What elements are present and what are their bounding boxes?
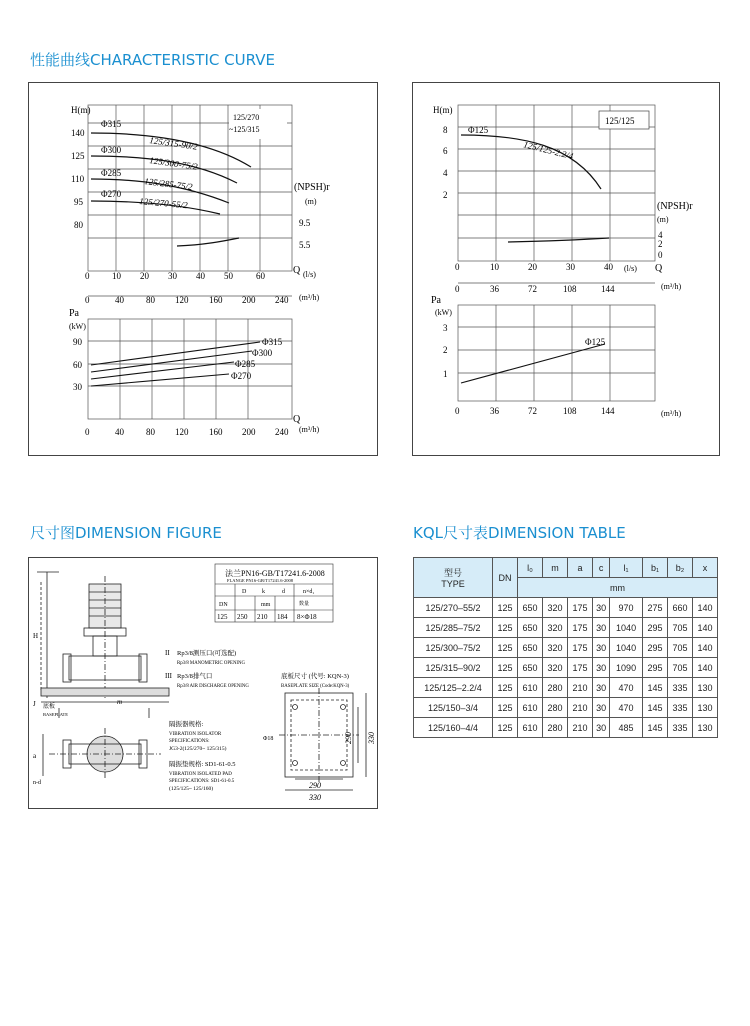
right-npsh-tick: 0: [658, 250, 663, 260]
right-npsh-tick: 4: [658, 230, 663, 240]
label-d285: Φ285: [101, 168, 122, 178]
right-p-m3h-tick: 0: [455, 406, 460, 416]
curve-label: 125/315-90/2: [148, 135, 199, 152]
left-p-label: Pa: [69, 308, 79, 319]
rp38-air: Rp3/8排气口: [177, 673, 213, 680]
right-p-tick: 3: [443, 323, 448, 333]
table-cell: 275: [642, 598, 667, 618]
table-row: [414, 638, 718, 658]
right-p-tick: 1: [443, 369, 448, 379]
table-cell: 470: [610, 698, 643, 718]
table-cell: 30: [593, 618, 610, 638]
table-cell: 210: [568, 678, 593, 698]
dim-330-side: 330: [367, 732, 376, 744]
left-h-tick: 80: [74, 220, 83, 230]
table-cell: 320: [543, 658, 568, 678]
table-cell: 175: [568, 658, 593, 678]
right-curve-svg: [413, 83, 719, 455]
left-ls-tick: 0: [85, 271, 90, 281]
right-p-m3h-tick: 108: [563, 406, 577, 416]
table-cell: 335: [667, 718, 692, 738]
left-h-tick: 95: [74, 197, 83, 207]
right-npsh-tick: 2: [658, 239, 663, 249]
left-ls-tick: 40: [196, 271, 205, 281]
flange-header-k: k: [262, 589, 265, 595]
table-cell: 610: [518, 698, 543, 718]
left-q-label: Q: [293, 265, 301, 276]
left-m3h-tick: 0: [85, 295, 90, 305]
right-ls-tick: 10: [490, 262, 499, 272]
table-cell: 30: [593, 658, 610, 678]
table-cell: 970: [610, 598, 643, 618]
table-header: l₀: [518, 558, 543, 578]
flange-header-d: D: [242, 589, 247, 595]
pad-en-2: SPECIFICATIONS: SD1-61-0.5: [169, 779, 235, 784]
table-row: [414, 618, 718, 638]
table-cell: 280: [543, 678, 568, 698]
table-cell: 140: [692, 658, 717, 678]
right-ls-tick: 40: [604, 262, 613, 272]
table-cell: 610: [518, 718, 543, 738]
left-ls-tick: 30: [168, 271, 177, 281]
power-label-300: Φ300: [252, 348, 273, 358]
label-d300: Φ300: [101, 145, 122, 155]
table-cell: 140: [692, 618, 717, 638]
table-cell-model: 125/160–4/4: [414, 718, 493, 738]
table-header: a: [568, 558, 593, 578]
dimension-figure-svg: [29, 558, 377, 808]
left-p-m3h-tick: 240: [275, 427, 289, 437]
right-q-label: Q: [655, 263, 663, 274]
table-cell: 1040: [610, 638, 643, 658]
table-cell-model: 125/270–55/2: [414, 598, 493, 618]
table-cell: 280: [543, 718, 568, 738]
left-p-m3h-unit: (m³/h): [299, 425, 320, 434]
right-p-label: Pa: [431, 295, 441, 306]
left-p-unit: (kW): [69, 322, 86, 331]
baseplate-cn: 底板: [43, 704, 56, 710]
table-cell: 130: [692, 718, 717, 738]
title-dimension-figure: 尺寸图DIMENSION FIGURE: [30, 524, 222, 542]
right-p-tick: 2: [443, 345, 448, 355]
right-h-tick: 6: [443, 146, 448, 156]
table-header-type-cn: 型号: [443, 568, 462, 578]
table-cell: 30: [593, 718, 610, 738]
table-header-dn: DN: [493, 558, 518, 598]
iso-model: JG3-2(125/270~ 125/315): [169, 746, 227, 752]
power-label-315: Φ315: [262, 337, 283, 347]
right-curve-panel: [412, 82, 720, 456]
left-m3h-tick: 240: [275, 295, 289, 305]
left-h-tick: 110: [71, 174, 85, 184]
table-cell: 650: [518, 598, 543, 618]
table-cell: 30: [593, 598, 610, 618]
label-d315: Φ315: [101, 119, 122, 129]
pad-title: 隔振垫规格: SD1-61-0.5: [169, 761, 236, 768]
right-ls-tick: 20: [528, 262, 537, 272]
flange-value: 250: [237, 613, 248, 621]
left-p-q-label: Q: [293, 414, 301, 425]
table-cell: 30: [593, 678, 610, 698]
dim-290: 290: [309, 781, 321, 790]
table-cell: 650: [518, 658, 543, 678]
left-curve-panel: [28, 82, 378, 456]
iso-en-1: VIBRATION ISOLATOR: [169, 732, 222, 737]
table-cell: 335: [667, 698, 692, 718]
flange-subtitle: FLANGE PN16-GB/T17241.6-2008: [227, 578, 293, 583]
left-npsh-curve: [177, 238, 239, 246]
flange-value: 210: [257, 613, 268, 621]
left-p-tick: 30: [73, 382, 82, 392]
table-cell: 125: [493, 698, 518, 718]
flange-value: 184: [277, 613, 288, 621]
table-cell: 125: [493, 718, 518, 738]
table-cell: 175: [568, 638, 593, 658]
table-cell: 660: [667, 598, 692, 618]
table-row: [414, 698, 718, 718]
table-cell: 125: [493, 678, 518, 698]
left-curve-svg: [29, 83, 377, 455]
left-m3h-tick: 200: [242, 295, 256, 305]
right-h-tick: 2: [443, 190, 448, 200]
table-cell: 320: [543, 598, 568, 618]
rp38-manometric: Rp3/8测压口(可选配): [177, 650, 237, 657]
right-p-grid-frame: [458, 305, 655, 401]
table-cell: 125: [493, 638, 518, 658]
right-npsh-label: (NPSH)r: [657, 201, 693, 212]
right-m3h-tick: 72: [528, 284, 537, 294]
label-d125: Φ125: [468, 125, 489, 135]
baseplate-en: BASEPLATE: [43, 712, 69, 717]
table-cell: 650: [518, 638, 543, 658]
rp38-manometric-en: Rp3/8 MANOMETRIC OPENING: [177, 661, 245, 666]
table-cell-model: 125/285–75/2: [414, 618, 493, 638]
table-cell: 320: [543, 638, 568, 658]
table-cell: 1090: [610, 658, 643, 678]
table-row: [414, 678, 718, 698]
letter-j: J: [33, 700, 36, 708]
dim-290-side: 290: [344, 732, 353, 744]
table-row: [414, 658, 718, 678]
curve-label: 125/300-75/2: [148, 155, 199, 172]
right-power-label: Φ125: [585, 337, 606, 347]
table-body: [414, 598, 718, 738]
left-npsh-tick: 9.5: [299, 218, 311, 228]
left-ls-unit: (l/s): [303, 270, 316, 279]
right-h-tick: 4: [443, 168, 448, 178]
left-m3h-tick: 40: [115, 295, 124, 305]
table-cell-model: 125/125–2.2/4: [414, 678, 493, 698]
left-p-m3h-tick: 200: [242, 427, 256, 437]
right-p-m3h-tick: 144: [601, 406, 615, 416]
iso-title: 隔振器规格:: [169, 721, 204, 728]
right-m3h-tick: 36: [490, 284, 499, 294]
table-cell: 210: [568, 698, 593, 718]
table-header-type-en: TYPE: [441, 579, 465, 589]
flange-units: mm: [261, 602, 271, 608]
table-header-type: [414, 558, 493, 598]
table-cell: 145: [642, 718, 667, 738]
left-npsh-label: (NPSH)r: [294, 182, 330, 193]
table-cell: 295: [642, 638, 667, 658]
left-p-grid-frame: [88, 319, 292, 419]
left-m3h-tick: 80: [146, 295, 155, 305]
table-cell: 280: [543, 698, 568, 718]
left-group-label-1: 125/270: [233, 113, 260, 122]
left-p-m3h-tick: 120: [175, 427, 189, 437]
table-cell: 30: [593, 638, 610, 658]
left-p-m3h-tick: 40: [115, 427, 124, 437]
dim-330-bottom: 330: [309, 793, 321, 802]
right-ls-tick: 30: [566, 262, 575, 272]
table-cell: 145: [642, 698, 667, 718]
table-cell: 125: [493, 598, 518, 618]
table-row: [414, 598, 718, 618]
table-cell: 175: [568, 618, 593, 638]
left-npsh-tick: 5.5: [299, 240, 311, 250]
table-cell: 485: [610, 718, 643, 738]
iso-en-2: SPECIFICATIONS:: [169, 739, 210, 744]
marker-2: II: [165, 649, 170, 657]
power-label-285: Φ285: [235, 359, 256, 369]
dimension-figure-panel: [28, 557, 378, 809]
table-header: b₂: [667, 558, 692, 578]
right-h-tick: 8: [443, 125, 448, 135]
power-line-285: [91, 362, 234, 379]
flange-count: 数量: [299, 602, 310, 607]
marker-3: III: [165, 672, 172, 680]
label-d270: Φ270: [101, 189, 122, 199]
right-p-m3h-tick: 72: [528, 406, 537, 416]
table-cell: 210: [568, 718, 593, 738]
letter-m: m: [117, 698, 123, 706]
hole-label: Φ18: [263, 736, 274, 742]
table-header: c: [593, 558, 610, 578]
left-ls-tick: 50: [224, 271, 233, 281]
table-cell: 125: [493, 618, 518, 638]
letter-a: a: [33, 752, 37, 760]
flange-value: 8×Φ18: [297, 613, 317, 621]
left-h-tick: 125: [71, 151, 85, 161]
table-cell: 650: [518, 618, 543, 638]
table-cell: 470: [610, 678, 643, 698]
left-h-tick: 140: [71, 128, 85, 138]
table-cell: 295: [642, 618, 667, 638]
table-header: x: [692, 558, 717, 578]
table-cell: 30: [593, 698, 610, 718]
table-header: l₁: [610, 558, 643, 578]
left-p-m3h-tick: 80: [146, 427, 155, 437]
right-p-unit: (kW): [435, 308, 452, 317]
right-m3h-tick: 108: [563, 284, 577, 294]
table-cell: 610: [518, 678, 543, 698]
flange-value: 125: [217, 613, 228, 621]
table-cell: 130: [692, 698, 717, 718]
left-p-m3h-tick: 160: [209, 427, 223, 437]
table-cell: 130: [692, 678, 717, 698]
left-npsh-unit: (m): [305, 197, 317, 206]
right-m3h-unit: (m³/h): [661, 282, 682, 291]
table-cell: 705: [667, 618, 692, 638]
left-ls-tick: 20: [140, 271, 149, 281]
pad-model: (125/125~ 125/160): [169, 786, 214, 792]
flange-header-nd: n×d₁: [303, 589, 315, 595]
table-header-unit: mm: [518, 578, 718, 598]
baseplate: [41, 688, 169, 696]
table-cell-model: 125/315–90/2: [414, 658, 493, 678]
table-cell: 335: [667, 678, 692, 698]
table-header: m: [543, 558, 568, 578]
right-ls-tick: 0: [455, 262, 460, 272]
title-dimension-table: KQL尺寸表DIMENSION TABLE: [413, 524, 626, 542]
flange-header-dn: DN: [219, 602, 228, 608]
right-npsh-unit: (m): [657, 215, 669, 224]
right-npsh-curve: [508, 238, 609, 242]
left-h-label: H(m): [71, 105, 91, 115]
right-group-label: 125/125: [605, 116, 635, 126]
left-m3h-tick: 160: [209, 295, 223, 305]
left-p-tick: 90: [73, 337, 82, 347]
table-cell: 295: [642, 658, 667, 678]
rp38-air-en: Rp3/8 AIR DISCHARGE OPENING: [177, 684, 249, 689]
power-line-270: [91, 374, 229, 386]
title-characteristic-curve: 性能曲线CHARACTERISTIC CURVE: [30, 51, 275, 69]
right-p-m3h-tick: 36: [490, 406, 499, 416]
left-m3h-tick: 120: [175, 295, 189, 305]
pad-en-1: VIBRATION ISOLATED PAD: [169, 772, 232, 777]
letter-nd: n-d: [33, 780, 41, 786]
right-m3h-tick: 0: [455, 284, 460, 294]
table-cell-model: 125/300–75/2: [414, 638, 493, 658]
table-cell: 1040: [610, 618, 643, 638]
table-cell: 140: [692, 598, 717, 618]
right-ls-unit: (l/s): [624, 264, 637, 273]
left-ls-tick: 60: [256, 271, 265, 281]
dimension-table: [413, 557, 718, 738]
left-m3h-unit: (m³/h): [299, 293, 320, 302]
left-ls-tick: 10: [112, 271, 121, 281]
baseplate-size-en: BASEPLATE SIZE (Code:KQN-3): [281, 684, 350, 689]
table-cell: 705: [667, 638, 692, 658]
table-header: b₁: [642, 558, 667, 578]
right-m3h-tick: 144: [601, 284, 615, 294]
table-cell: 705: [667, 658, 692, 678]
baseplate-size: 底板尺寸 (代号: KQN-3): [281, 673, 349, 680]
right-curve-label: 125/125-2.2/4: [522, 139, 575, 162]
flange-title: 法兰PN16-GB/T17241.6-2008: [225, 569, 325, 578]
curve-label: 125/285-75/2: [143, 176, 194, 192]
power-label-270: Φ270: [231, 371, 252, 381]
curve-label: 125/270-55/2: [138, 196, 189, 211]
letter-h: H: [33, 632, 39, 640]
right-h-label: H(m): [433, 105, 453, 115]
table-cell: 125: [493, 658, 518, 678]
left-p-tick: 60: [73, 360, 82, 370]
left-group-label-2: ~125/315: [229, 125, 260, 134]
table-row: [414, 718, 718, 738]
table-cell: 320: [543, 618, 568, 638]
table-cell: 140: [692, 638, 717, 658]
flange-header-d1: d: [282, 589, 285, 595]
table-cell: 175: [568, 598, 593, 618]
left-p-m3h-tick: 0: [85, 427, 90, 437]
table-cell-model: 125/150–3/4: [414, 698, 493, 718]
right-p-m3h-unit: (m³/h): [661, 409, 682, 418]
table-cell: 145: [642, 678, 667, 698]
